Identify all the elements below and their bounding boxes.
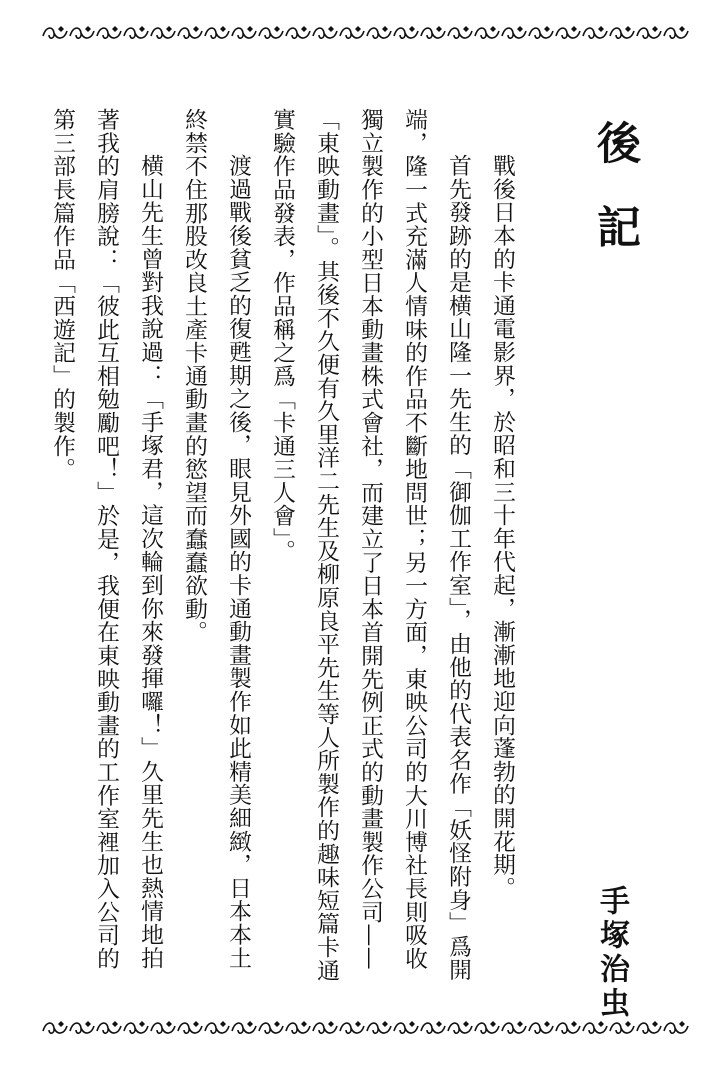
- bottom-ornamental-border: [42, 1017, 690, 1039]
- paragraph-4: 横山先生曾對我說過：「手塚君，這次輪到你來發揮囉！」久里先生也熱情地拍著我的肩膀說：「彼此互相勉勵吧！」於是，我便在東映動畫的工作室裡加入公司的第三部長篇作品「西遊記」的製作。: [49, 108, 163, 971]
- top-ornamental-border: [42, 22, 690, 44]
- paragraph-2: 首先發跡的是横山隆一先生的「御伽工作室」，由他的代表名作「妖怪附身」爲開端，隆一式充滿人情味的作品不斷地問世；另一方面，東映公司的大川博社長則吸收獨立製作的小型日本動畫株式會社，而建立了日本首開先例正式的動畫製作公司——「東映動畫」。其後不久便有久里洋二先生及柳原良平先生等人所製作的趣味短篇卡通實驗作品發表，作品稱之爲「卡通三人會」。: [269, 108, 471, 982]
- scroll-ornament-icon: [43, 26, 688, 38]
- author-name: 手塚治虫: [594, 885, 629, 1021]
- paragraph-3: 渡過戰後貧乏的復甦期之後，眼見外國的卡通動畫製作如此精美細緻，日本本土終禁不住那股改良土產卡通動畫的慾望而蠢蠢欲動。: [181, 108, 251, 970]
- paragraph-1: 戰後日本的卡通電影界，於昭和三十年代起，漸漸地迎向蓬勃的開花期。: [489, 153, 515, 900]
- scroll-ornament-icon: [43, 1021, 688, 1033]
- page-title: 後記: [589, 120, 640, 288]
- afterword-body: [4, 108, 524, 988]
